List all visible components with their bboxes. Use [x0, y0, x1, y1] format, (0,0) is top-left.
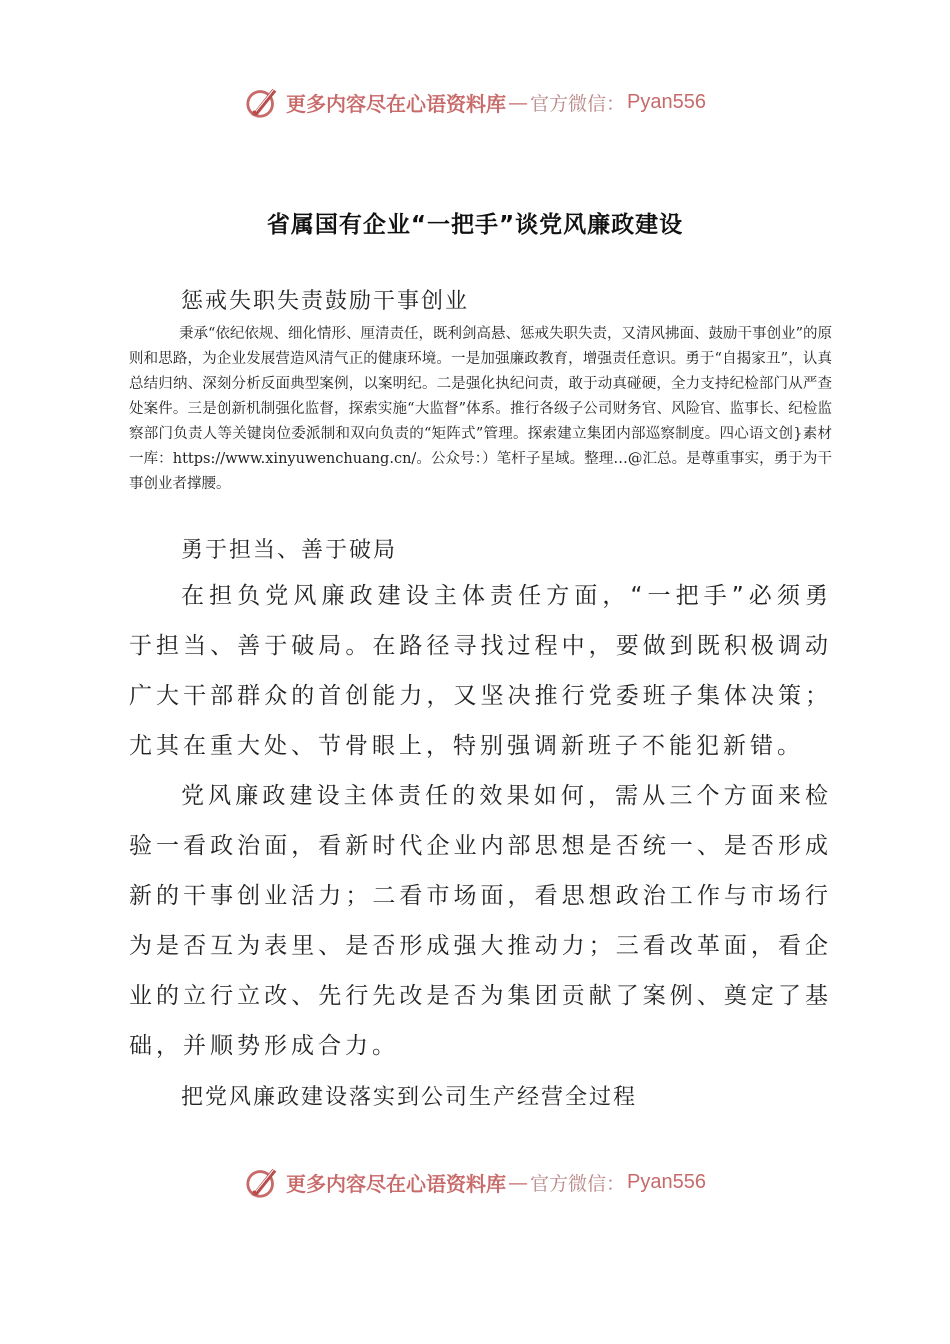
- banner-site-text: 更多内容尽在心语资料库: [286, 1171, 506, 1196]
- section-heading-3: 把党风廉政建设落实到公司生产经营全过程: [181, 1085, 638, 1110]
- banner-official-label: 官方微信：: [530, 92, 626, 115]
- section-paragraph-1: 秉承“依纪依规、细化情形、厘清责任，既利剑高悬、惩戒失职失责，又清风拂面、鼓励干事创业”的原则和思路，为企业发展营造风清气正的健康环境。一是加强廉政教育，增强责任意识。勇于“自揭家丑”，认真总结归纳、深刻分析反面典型案例，以案明纪。二是强化执纪问责，敢于动真碰硬，全力支持纪检部门从严查处案件。三是创新机制强化监督，探索实施“大监督”体系。推行各级子公司财务官、风险官、监事长、纪检监察部门负责人等关键岗位委派制和双向负责的“矩阵式”管理。探索建立集团内部巡察制度。四心语文创}素材一库：https://www.xinyuwenchuang.cn/。公众号：）笔杆子星域。整理…@汇总。是尊重事实，勇于为干事创业者撑腰。: [129, 326, 832, 492]
- banner-wechat-id: Pyan556: [627, 90, 706, 113]
- section-heading-1: 惩戒失职失责鼓励干事创业: [181, 289, 470, 314]
- banner-dash: —: [508, 90, 528, 114]
- page-title: 省属国有企业“一把手”谈党风廉政建设: [266, 212, 684, 238]
- banner-wechat-id: Pyan556: [627, 1170, 706, 1193]
- banner-dash: —: [508, 1170, 528, 1194]
- banner-site-text: 更多内容尽在心语资料库: [286, 91, 506, 116]
- banner-official-label: 官方微信：: [530, 1172, 626, 1195]
- footer-banner: [0, 1162, 950, 1202]
- section-paragraph-2: 在担负党风廉政建设主体责任方面，“一把手”必须勇于担当、善于破局。在路径寻找过程中，要做到既积极调动广大干部群众的首创能力，又坚决推行党委班子集体决策；尤其在重大处、节骨眼上，特别强调新班子不能犯新错。: [129, 583, 832, 759]
- section-paragraph-3: 党风廉政建设主体责任的效果如何，需从三个方面来检验一看政治面，看新时代企业内部思想是否统一、是否形成新的干事创业活力；二看市场面，看思想政治工作与市场行为是否互为表里、是否形成强大推动力；三看改革面，看企业的立行立改、先行先改是否为集团贡献了案例、奠定了基础，并顺势形成合力。: [129, 783, 832, 1059]
- quill-pen-logo-icon: [244, 83, 282, 121]
- quill-pen-logo-icon: [244, 1163, 282, 1201]
- section-heading-2: 勇于担当、善于破局: [181, 538, 398, 563]
- header-banner: [0, 82, 950, 122]
